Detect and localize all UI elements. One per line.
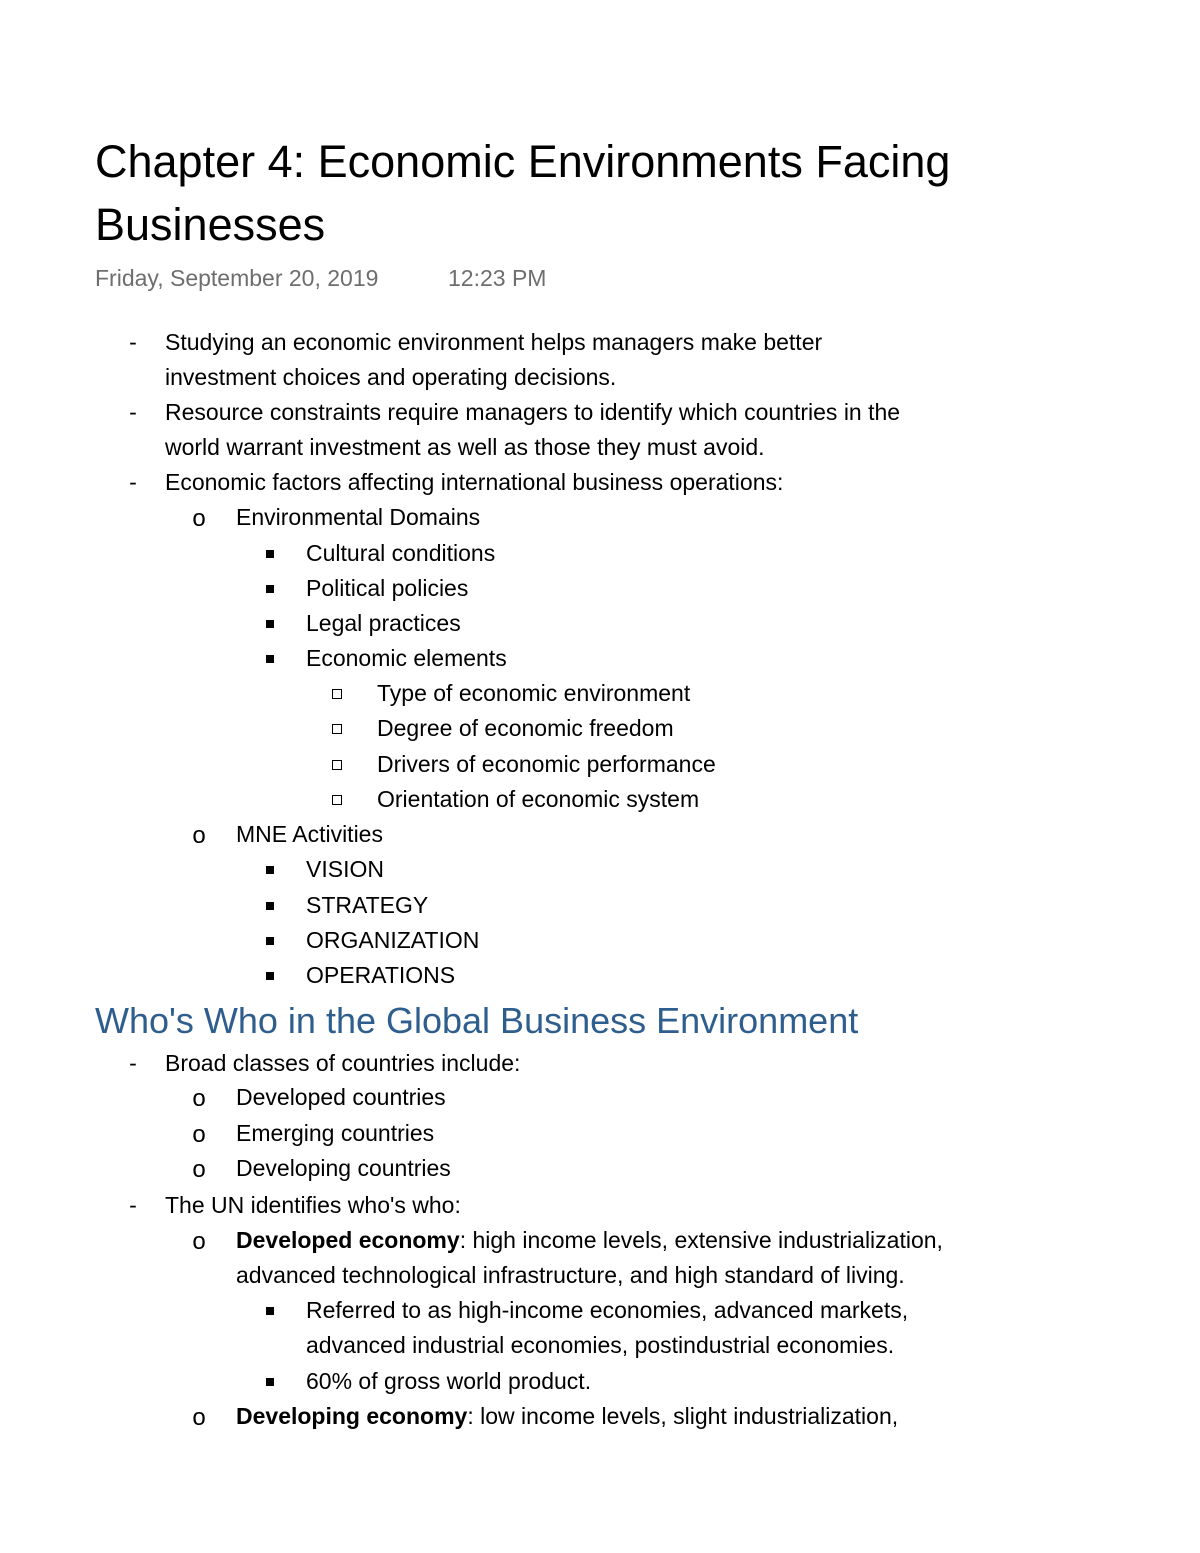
list-item: Economic elements [306,645,507,671]
list-item-continuation: advanced industrial economies, postindustrial economies. [306,1332,895,1358]
list-item [236,1399,898,1434]
section-heading: Who's Who in the Global Business Environment [95,1000,859,1041]
list-item: STRATEGY [306,892,429,918]
circle-bullet: o [192,1085,206,1112]
list-item: Developing countries [236,1155,451,1181]
list-item: VISION [306,856,384,882]
dash-bullet: - [129,329,137,355]
note-time: 12:23 PM [448,265,547,291]
list-item: Orientation of economic system [377,786,700,812]
list-item: MNE Activities [236,821,383,847]
list-item-continuation: investment choices and operating decisions. [165,364,617,390]
list-item: Broad classes of countries include: [165,1050,521,1076]
dash-bullet: - [129,399,137,425]
list-item: Drivers of economic performance [377,751,716,777]
circle-bullet: o [192,1121,206,1148]
list-item: Studying an economic environment helps managers make better [165,329,823,355]
list-item: Political policies [306,575,469,601]
dash-bullet: - [129,1050,137,1076]
list-item: Developed countries [236,1084,446,1110]
list-item: Type of economic environment [377,680,691,706]
circle-bullet: o [192,1404,206,1431]
list-item [236,1223,943,1258]
term-developed-economy: Developed economy [236,1227,460,1253]
list-item: Cultural conditions [306,540,496,566]
list-item: Legal practices [306,610,461,636]
note-date: Friday, September 20, 2019 [95,265,379,291]
list-item: Referred to as high-income economies, advanced markets, [306,1297,909,1323]
list-item-continuation: world warrant investment as well as those they must avoid. [165,434,765,460]
list-item: Environmental Domains [236,504,481,530]
list-item: OPERATIONS [306,962,456,988]
page-title: Chapter 4: Economic Environments Facing Businesses [95,136,951,250]
list-item: Economic factors affecting international business operations: [165,469,784,495]
definition-text: : high income levels, extensive industrialization, [459,1227,943,1253]
circle-bullet: o [192,1156,206,1183]
list-item: Resource constraints require managers to identify which countries in the [165,399,901,425]
list-item: ORGANIZATION [306,927,480,953]
list-item: 60% of gross world product. [306,1368,592,1394]
definition-text: : low income levels, slight industrialization, [467,1403,899,1429]
dash-bullet: - [129,469,137,495]
list-item-continuation: advanced technological infrastructure, and high standard of living. [236,1262,905,1288]
circle-bullet: o [192,822,206,849]
list-item: Emerging countries [236,1120,435,1146]
circle-bullet: o [192,505,206,532]
dash-bullet: - [129,1192,137,1218]
list-item: The UN identifies who's who: [165,1192,461,1218]
circle-bullet: o [192,1228,206,1255]
list-item: Degree of economic freedom [377,715,674,741]
term-developing-economy: Developing economy [236,1403,468,1429]
